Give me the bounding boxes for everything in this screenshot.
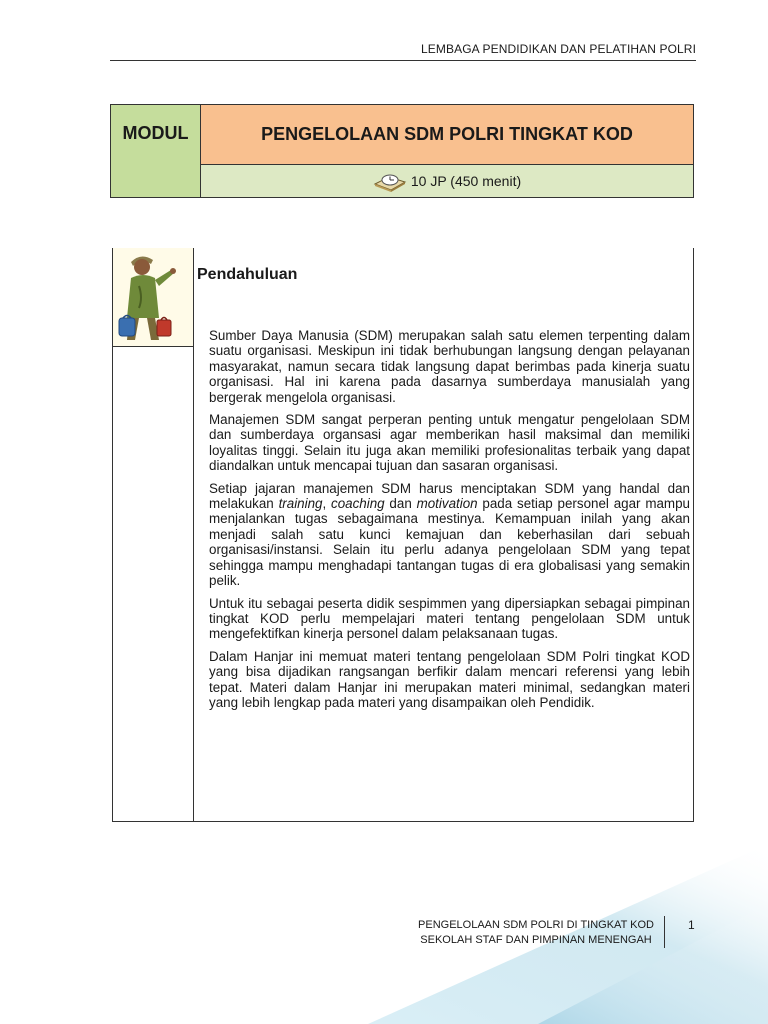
term-coaching: coaching [331, 496, 385, 512]
paragraph [209, 481, 690, 589]
paragraph: Untuk itu sebagai peserta didik sespimmen yang dipersiapkan sebagai pimpinan tingkat KOD perlu mempelajari materi tentang pengelolaan SDM untuk mengefektifkan kinerja personel dalam pelaksanaan tugas. [209, 595, 690, 642]
module-title: PENGELOLAAN SDM POLRI TINGKAT KOD [201, 105, 693, 165]
module-label: MODUL [111, 105, 201, 197]
footer-divider [664, 916, 665, 948]
paragraph-text: pada setiap personel agar mampu menjalankan tugas sebagaimana mestinya. Kemampuan inilah yang akan menjadi salah satu kunci kemajuan dan keberhasilan dari sebuah organisasi/instansi. Selain itu perlu adanya pengelolaan SDM yang tepat sehingga mampu menghadapi tantangan tugas di era globalisasi yang semakin pelik. [209, 496, 690, 589]
paragraph: Sumber Daya Manusia (SDM) merupakan salah satu elemen terpenting dalam suatu organisasi. Meskipun ini tidak berhubungan langsung dengan pelayanan masyarakat, namun secara tidak langsung dapat berimbas pada kinerja suatu organisasi. Hal ini karena pada dasarnya sumberdaya manusialah yang bergerak mengelola organisasi. [209, 328, 690, 405]
separator: dan [384, 496, 417, 512]
clock-book-icon [373, 170, 407, 192]
module-duration-row [201, 165, 693, 197]
footer-line2: SEKOLAH STAF DAN PIMPINAN MENENGAH [420, 934, 652, 946]
paragraph: Manajemen SDM sangat perperan penting untuk mengatur pengelolaan SDM dan sumberdaya organsasi agar memberikan hasil maksimal dan memiliki loyalitas tinggi. Selain itu juga akan memiliki profesionalitas terbaik yang dapat diandalkan untuk mencapai tujuan dan sasaran organisasi. [209, 412, 690, 474]
module-details [201, 105, 693, 197]
paragraph-text: Setiap jajaran manajemen SDM harus menciptakan SDM yang handal dan melakukan [209, 480, 690, 512]
paragraph: Dalam Hanjar ini memuat materi tentang pengelolaan SDM Polri tingkat KOD yang bisa dijadikan rangsangan berfikir dalam mencari referensi yang lebih tepat. Materi dalam Hanjar ini merupakan materi minimal, sedangkan materi yang lebih lengkap pada materi yang disampaikan oleh Pendidik. [209, 648, 690, 710]
body-text [209, 328, 690, 717]
left-column [113, 248, 194, 821]
module-info-table [110, 104, 694, 198]
term-motivation: motivation [416, 496, 478, 512]
page-number: 1 [688, 918, 695, 932]
illustration-cell [113, 248, 193, 347]
section-title: Pendahuluan [197, 266, 298, 283]
term-training: training [278, 496, 323, 512]
separator: , [322, 496, 332, 512]
header-institution: LEMBAGA PENDIDIKAN DAN PELATIHAN POLRI [421, 42, 696, 56]
header-rule [110, 60, 696, 61]
content-table [112, 248, 694, 822]
module-duration: 10 JP (450 menit) [410, 173, 522, 189]
footer [418, 918, 654, 948]
footer-line1: PENGELOLAAN SDM POLRI DI TINGKAT KOD [418, 919, 654, 931]
traveler-with-luggage-icon [113, 248, 193, 346]
